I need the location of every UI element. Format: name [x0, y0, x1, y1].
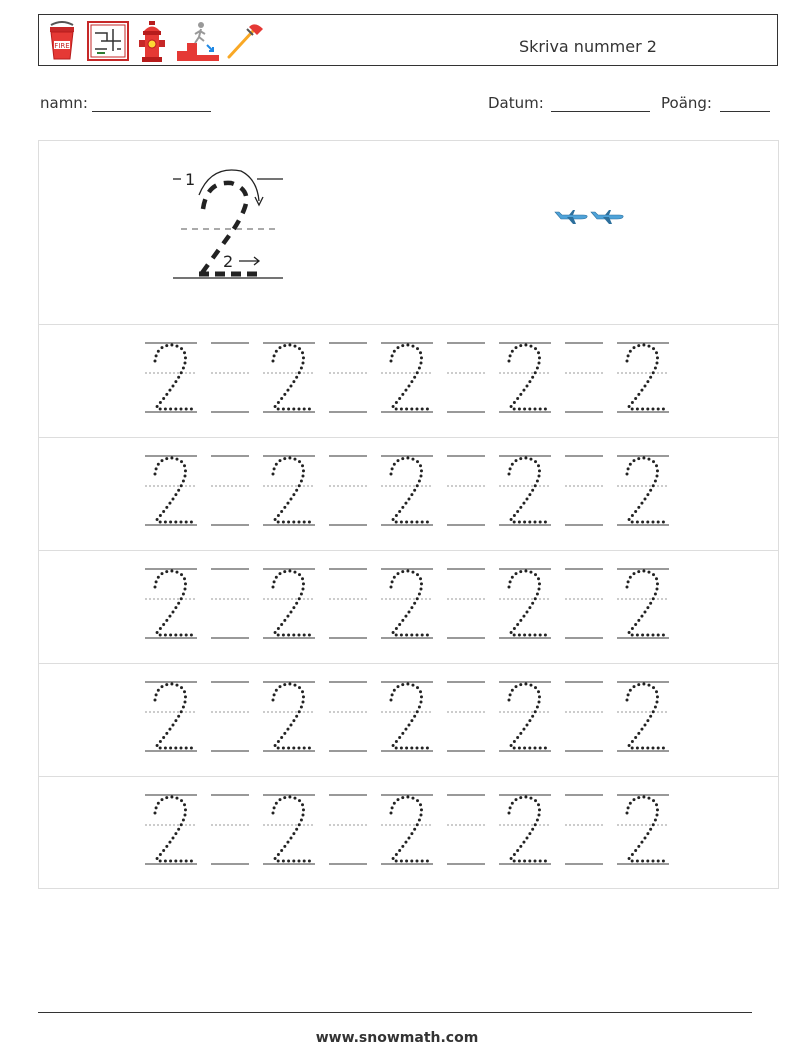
score-label: Poäng: — [661, 94, 712, 112]
practice-row — [39, 437, 778, 551]
blank-writing-space[interactable] — [329, 569, 367, 638]
date-label: Datum: — [488, 94, 544, 112]
stroke-order-demo — [39, 141, 778, 324]
traceable-digit[interactable] — [617, 795, 669, 864]
traceable-digit[interactable] — [381, 569, 433, 638]
score-field[interactable] — [720, 111, 770, 112]
blank-writing-space[interactable] — [329, 343, 367, 412]
blank-writing-space[interactable] — [211, 682, 249, 751]
fire-bucket-icon — [45, 21, 79, 61]
practice-row — [39, 776, 778, 890]
traceable-digit[interactable] — [499, 795, 551, 864]
practice-row-svg — [39, 777, 778, 890]
blank-writing-space[interactable] — [565, 682, 603, 751]
blank-writing-space[interactable] — [447, 569, 485, 638]
traceable-digit[interactable] — [617, 456, 669, 525]
traceable-digit[interactable] — [263, 569, 315, 638]
blank-writing-space[interactable] — [447, 456, 485, 525]
traceable-digit[interactable] — [263, 795, 315, 864]
blank-writing-space[interactable] — [447, 343, 485, 412]
practice-row-svg — [39, 551, 778, 664]
traceable-digit[interactable] — [263, 682, 315, 751]
traceable-digit[interactable] — [617, 569, 669, 638]
traceable-digit[interactable] — [381, 682, 433, 751]
stroke-2-label: 2 — [223, 252, 234, 271]
practice-row-svg — [39, 664, 778, 777]
practice-row-svg — [39, 325, 778, 438]
traceable-digit[interactable] — [617, 343, 669, 412]
blank-writing-space[interactable] — [329, 456, 367, 525]
traceable-digit[interactable] — [499, 682, 551, 751]
traceable-digit[interactable] — [381, 795, 433, 864]
traceable-digit[interactable] — [145, 682, 197, 751]
header-box — [38, 14, 778, 66]
fire-hydrant-icon — [137, 21, 167, 63]
airplane-icon — [553, 205, 589, 225]
page-title: Skriva nummer 2 — [519, 37, 657, 56]
stroke-1-label: 1 — [185, 170, 196, 189]
airplane-icon — [589, 205, 625, 225]
traceable-digit[interactable] — [617, 682, 669, 751]
practice-row — [39, 663, 778, 777]
evacuation-plan-icon — [87, 21, 129, 61]
fire-axe-icon — [225, 21, 265, 61]
blank-writing-space[interactable] — [329, 682, 367, 751]
footer-url: www.snowmath.com — [315, 1030, 479, 1046]
traceable-digit[interactable] — [381, 343, 433, 412]
worksheet — [38, 140, 779, 889]
blank-writing-space[interactable] — [447, 682, 485, 751]
traceable-digit[interactable] — [145, 456, 197, 525]
blank-writing-space[interactable] — [211, 569, 249, 638]
blank-writing-space[interactable] — [447, 795, 485, 864]
bucket-label: FIRE — [54, 42, 70, 50]
stroke-order-diagram — [165, 163, 295, 288]
traceable-digit[interactable] — [499, 343, 551, 412]
traceable-digit[interactable] — [263, 456, 315, 525]
blank-writing-space[interactable] — [565, 569, 603, 638]
blank-writing-space[interactable] — [211, 343, 249, 412]
blank-writing-space[interactable] — [329, 795, 367, 864]
name-field[interactable] — [92, 111, 211, 112]
name-label: namn: — [40, 94, 88, 112]
traceable-digit[interactable] — [145, 795, 197, 864]
traceable-digit[interactable] — [145, 569, 197, 638]
footer-rule — [38, 1012, 752, 1013]
practice-row — [39, 324, 778, 438]
traceable-digit[interactable] — [263, 343, 315, 412]
blank-writing-space[interactable] — [211, 456, 249, 525]
traceable-digit[interactable] — [381, 456, 433, 525]
date-field[interactable] — [551, 111, 650, 112]
traceable-digit[interactable] — [499, 569, 551, 638]
traceable-digit[interactable] — [499, 456, 551, 525]
fire-escape-stairs-icon — [175, 21, 221, 63]
blank-writing-space[interactable] — [565, 456, 603, 525]
blank-writing-space[interactable] — [565, 795, 603, 864]
practice-row-svg — [39, 438, 778, 551]
blank-writing-space[interactable] — [565, 343, 603, 412]
traceable-digit[interactable] — [145, 343, 197, 412]
blank-writing-space[interactable] — [211, 795, 249, 864]
practice-row — [39, 550, 778, 664]
